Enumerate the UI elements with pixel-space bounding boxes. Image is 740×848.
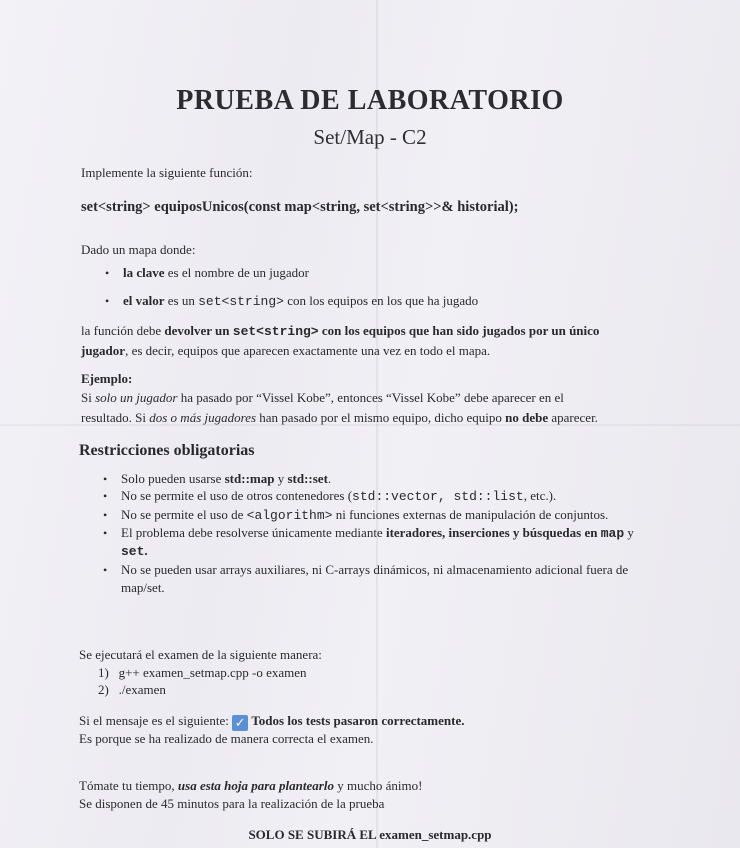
bullet-icon: • [103, 472, 108, 486]
restriction-item: • No se permite el uso de otros contenedores (std::vector, std::list, etc.). [103, 488, 557, 504]
bullet-icon: • [105, 294, 110, 308]
example-line2: resultado. Si dos o más jugadores han pasado por el mismo equipo, dicho equipo no debe aparecer. [81, 410, 598, 425]
submission-note: SOLO SE SUBIRÁ EL examen_setmap.cpp [248, 827, 492, 842]
execution-step: 1) g++ examen_setmap.cpp -o examen [98, 665, 307, 680]
execution-lead: Se ejecutará el examen de la siguiente manera: [79, 647, 322, 662]
bullet-icon: • [103, 563, 108, 577]
closing-line1: Tómate tu tiempo, usa esta hoja para plantearlo y mucho ánimo! [79, 778, 423, 793]
page-subtitle: Set/Map - C2 [313, 125, 427, 149]
restriction-item: • No se pueden usar arrays auxiliares, ni C-arrays dinámicos, ni almacenamiento adicional fuera de [103, 562, 629, 577]
function-description: la función debe devolver un set<string> con los equipos que han sido jugados por un único [81, 323, 600, 339]
bullet-icon: • [105, 266, 110, 280]
function-description-line2: jugador, es decir, equipos que aparecen exactamente una vez en todo el mapa. [81, 343, 491, 358]
map-description-lead: Dado un mapa donde: [81, 242, 196, 257]
restriction-item: • No se permite el uso de <algorithm> ni funciones externas de manipulación de conjuntos. [103, 507, 609, 523]
closing-line2: Se disponen de 45 minutos para la realización de la prueba [79, 796, 385, 811]
example-line1: Si solo un jugador ha pasado por “Vissel Kobe”, entonces “Vissel Kobe” debe aparecer en el [81, 390, 564, 405]
success-explanation: Es porque se ha realizado de manera correcta el examen. [79, 731, 374, 746]
restriction-item: • Solo pueden usarse std::map y std::set. [103, 471, 332, 486]
page-title: PRUEBA DE LABORATORIO [176, 85, 564, 116]
restrictions-heading: Restricciones obligatorias [79, 442, 255, 459]
bullet-icon: • [103, 508, 108, 522]
restriction-item-continued: map/set. [121, 580, 165, 595]
check-icon: ✓ [232, 715, 248, 731]
map-value-item: • el valor es un set<string> con los equipos en los que ha jugado [105, 293, 479, 309]
map-key-item: • la clave es el nombre de un jugador [105, 265, 309, 280]
example-heading: Ejemplo: [81, 371, 133, 386]
implement-instruction: Implemente la siguiente función: [81, 165, 253, 180]
bullet-icon: • [103, 489, 108, 503]
restriction-item: • El problema debe resolverse únicamente mediante iteradores, inserciones y búsquedas en map y [103, 525, 634, 541]
execution-step: 2) ./examen [98, 682, 166, 697]
bullet-icon: • [103, 526, 108, 540]
restriction-item-continued: set. [121, 543, 148, 559]
function-signature: set<string> equiposUnicos(const map<string, set<string>>& historial); [81, 199, 519, 215]
success-message-line: Si el mensaje es el siguiente: ✓ Todos los tests pasaron correctamente. [79, 713, 465, 730]
